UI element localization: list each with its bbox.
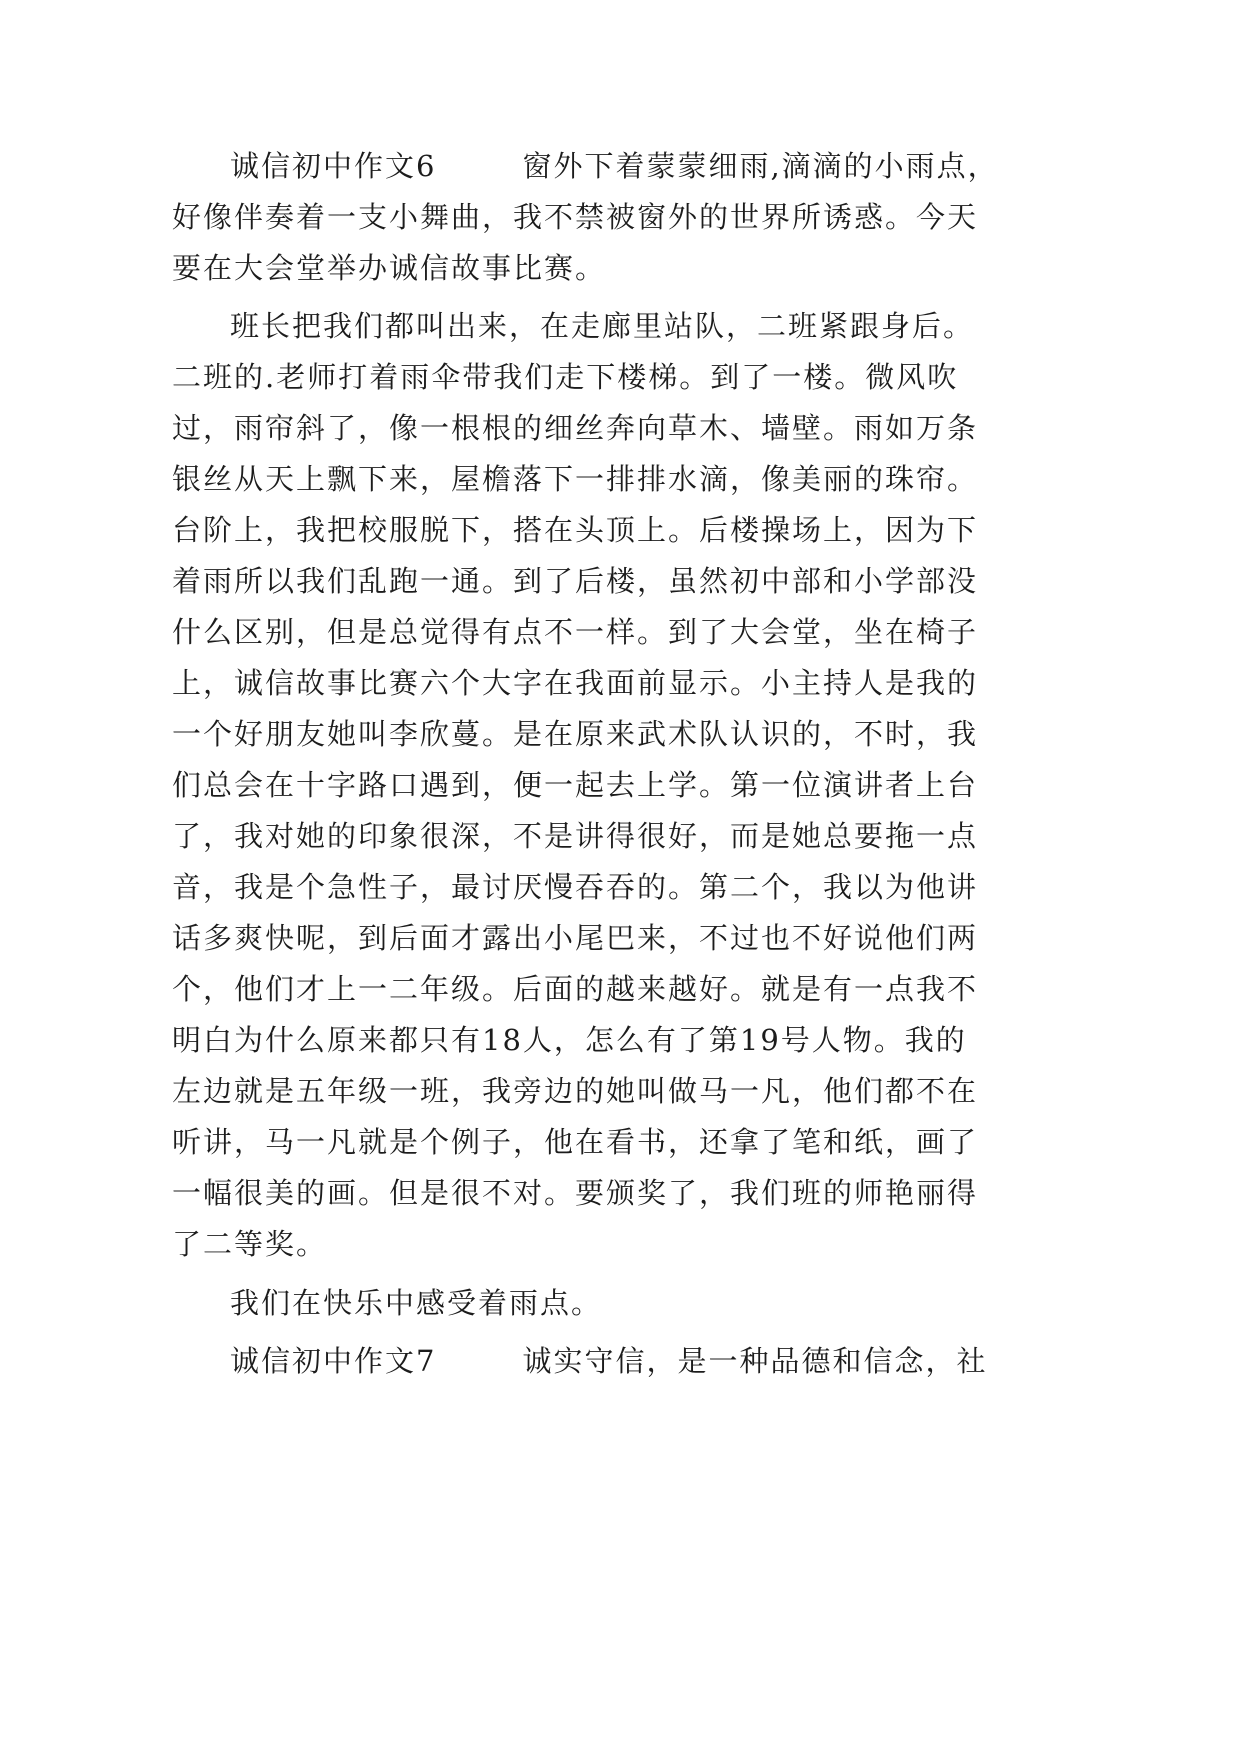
text-line: 过，雨帘斜了，像一根根的细丝奔向草木、墙壁。雨如万条 bbox=[172, 411, 979, 445]
essay-7-heading: 诚信初中作文7 bbox=[230, 1344, 437, 1378]
text-line: 银丝从天上飘下来，屋檐落下一排排水滴，像美丽的珠帘。 bbox=[172, 462, 979, 496]
text-line: 了，我对她的印象很深，不是讲得很好，而是她总要拖一点 bbox=[172, 819, 979, 853]
text-line: 着雨所以我们乱跑一通。到了后楼，虽然初中部和小学部没 bbox=[172, 564, 979, 598]
text-line: 好像伴奏着一支小舞曲，我不禁被窗外的世界所诱惑。今天 bbox=[172, 200, 979, 234]
essay-7-opening-text: 诚实守信，是一种品德和信念，社 bbox=[522, 1344, 988, 1378]
text-line: 音，我是个急性子，最讨厌慢吞吞的。第二个，我以为他讲 bbox=[172, 870, 979, 904]
text-line: 一幅很美的画。但是很不对。要颁奖了，我们班的师艳丽得 bbox=[172, 1176, 979, 1210]
text-line: 明白为什么原来都只有18人，怎么有了第19号人物。我的 bbox=[172, 1023, 967, 1057]
text-line: 要在大会堂举办诚信故事比赛。 bbox=[172, 251, 607, 285]
paragraph-first-line: 我们在快乐中感受着雨点。 bbox=[230, 1286, 603, 1320]
text-line: 听讲，马一凡就是个例子，他在看书，还拿了笔和纸，画了 bbox=[172, 1125, 979, 1159]
paragraph-first-line: 班长把我们都叫出来，在走廊里站队，二班紧跟身后。 bbox=[230, 309, 975, 343]
text-line: 个，他们才上一二年级。后面的越来越好。就是有一点我不 bbox=[172, 972, 979, 1006]
text-line: 什么区别，但是总觉得有点不一样。到了大会堂，坐在椅子 bbox=[172, 615, 979, 649]
text-line: 了二等奖。 bbox=[172, 1227, 328, 1261]
text-line: 台阶上，我把校服脱下，搭在头顶上。后楼操场上，因为下 bbox=[172, 513, 979, 547]
text-line: 们总会在十字路口遇到，便一起去上学。第一位演讲者上台 bbox=[172, 768, 979, 802]
text-line: 左边就是五年级一班，我旁边的她叫做马一凡，他们都不在 bbox=[172, 1074, 979, 1108]
essay-6-heading: 诚信初中作文6 bbox=[230, 149, 437, 183]
text-line: 话多爽快呢，到后面才露出小尾巴来，不过也不好说他们两 bbox=[172, 921, 979, 955]
text-line: 上，诚信故事比赛六个大字在我面前显示。小主持人是我的 bbox=[172, 666, 979, 700]
essay-6-first-line bbox=[230, 146, 999, 186]
essay-7-first-line bbox=[230, 1341, 987, 1381]
text-line: 一个好朋友她叫李欣蔓。是在原来武术队认识的，不时，我 bbox=[172, 717, 979, 751]
text-line: 二班的.老师打着雨伞带我们走下楼梯。到了一楼。微风吹 bbox=[172, 360, 959, 394]
essay-6-opening-text: 窗外下着蒙蒙细雨,滴滴的小雨点， bbox=[522, 149, 999, 183]
